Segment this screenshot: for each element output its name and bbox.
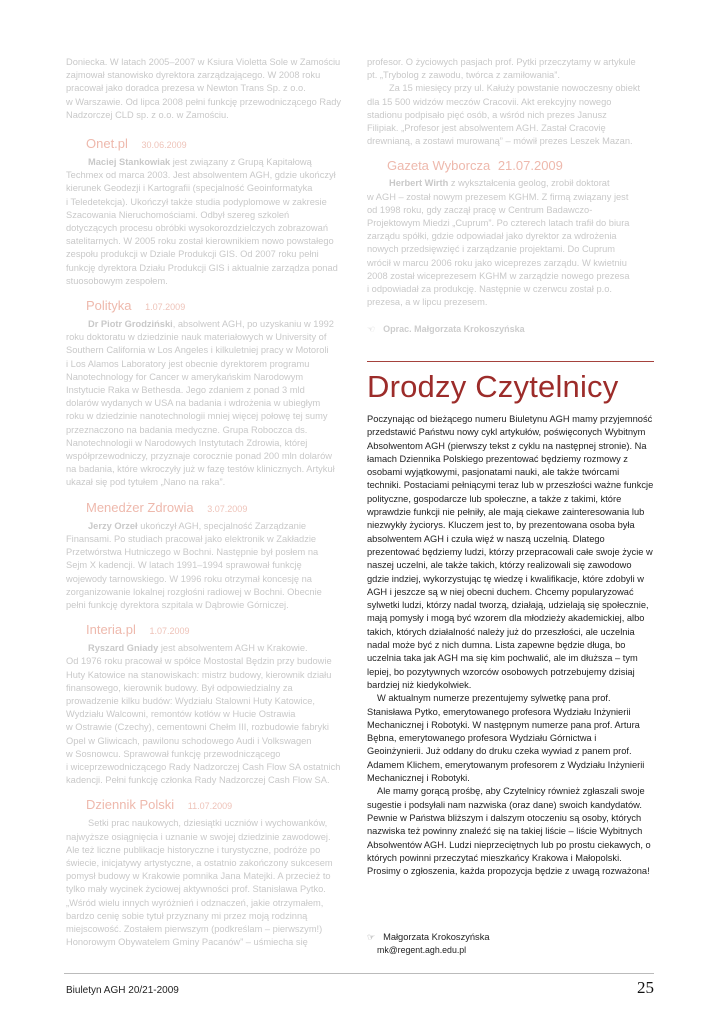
text-line: w Ostrawie (Czechy), cementowni Chełm III, rozbudowie fabryki	[66, 722, 329, 733]
text-line: miejscowość. Zostałem pierwszym (podkreślam – pierwszym!)	[66, 923, 323, 934]
text-line: , absolwent AGH, po uzyskaniu w 1992	[172, 319, 334, 330]
press-source-heading	[86, 622, 353, 639]
person-name: Ryszard Gniady	[88, 643, 159, 654]
text-line: dotyczących procesu obróbki wysokorozdzielczych zobrazowań	[66, 223, 328, 234]
text-line: tylko mały wycinek życiowej aktywności prof. Stanisława Pytko.	[66, 884, 326, 895]
text-line: satelitarnych. W 2005 roku został kierownikiem nowo powstałego	[66, 236, 334, 247]
text-line: Sejm X kadencji. W latach 1991–1994 sprawował funkcję	[66, 560, 302, 571]
press-source-heading	[86, 298, 353, 315]
text-line	[66, 642, 353, 655]
text-line: prezesa, a w lipcu prezesem.	[367, 297, 488, 308]
press-item-menedzer-zdrowia	[66, 500, 353, 612]
text-line: Setki prac naukowych, dziesiątki uczniów i wychowanków,	[88, 818, 328, 829]
footer-publication: Biuletyn AGH 20/21-2009	[66, 985, 179, 996]
text-line: Przetwórstwa Hutniczego w Bochni. Następnie był posłem na	[66, 547, 319, 558]
text-line: zajmował stanowisko dyrektora zarządzającego. W 2008 roku	[66, 70, 321, 81]
text-line: Southern California w Los Angeles i kilkuletniej pracy w Motoroli	[66, 345, 329, 356]
text-line: Szacowania Nieruchomościami. Odbył szereg szkoleń	[66, 209, 290, 220]
text-line: Nadzorczej CLD sp. z o.o. w Zamościu.	[66, 109, 229, 120]
press-source: Interia.pl	[86, 622, 136, 638]
person-name: Jerzy Orzeł	[88, 520, 138, 531]
article-body	[367, 413, 654, 878]
text-line: Opel w Gliwicach, pawilonu schodowego Audi i Volkswagen	[66, 735, 312, 746]
press-item-onet	[66, 136, 353, 288]
paragraph: W aktualnym numerze prezentujemy sylwetkę pana prof. Stanisława Pytko, emerytowanego profesora Wydziału Inżynierii Mechanicznej i Robotyki. W następnym numerze pana prof. Artura Bębna, emerytowanego profesora Wydziału Górnictwa i Geoinżynierii. Już oddany do druku czeka wywiad z panem prof. Adamem Klichem, emerytowanym profesorem z Wydziału Inżynierii Mechanicznej i Robotyki.	[367, 693, 645, 784]
text-line: bardzo cenię sobie tytuł przyznany mi przez moją rodzinną	[66, 910, 308, 921]
paragraph: Ale mamy gorącą prośbę, aby Czytelnicy również zgłaszali swoje sugestie i podsyłali nam nazwiska (oraz dane) swoich kandydatów. Pewnie w Państwa bliższym i dalszym otoczeniu są osoby, których nazwiska też powinny znaleźć się na takiej liście – liście Wybitnych Absolwentów AGH. Ludzi nieprzeciętnych lub po prostu ciekawych, o których powinni przeczytać mieszkańcy Krakowa i Małopolski. Prosimy o zgłoszenia, każda propozycja będzie z uwagą rozważona!	[367, 786, 651, 877]
press-source: Gazeta Wyborcza	[387, 158, 491, 174]
signature-email: mk@regent.agh.edu.pl	[377, 945, 467, 955]
press-date: 1.07.2009	[149, 626, 190, 637]
text-line: prowadzenie kilku budów: Wydziału Stalowni Huty Katowice,	[66, 695, 315, 706]
press-date: 1.07.2009	[145, 302, 186, 313]
text-line: pracował jako doradca prezesa w Newton Trans Sp. z o.o.	[66, 83, 306, 94]
text-line: Wydziału Walcowni, remontów kotłów w Hucie Ostrawia	[66, 709, 296, 720]
text-line: na badania, które wkroczyły już w fazę testów klinicznych. Artykuł	[66, 464, 335, 475]
person-name: Herbert Wirth	[389, 178, 449, 189]
press-date: 30.06.2009	[141, 140, 187, 151]
text-line: Finansami. Po studiach pracował jako elektronik w Zakładzie	[66, 533, 317, 544]
text-line: Huty Katowice na stanowiskach: mistrz budowy, kierownik działu	[66, 669, 332, 680]
text-line: Nanotechnology for Cancer w amerykańskim Narodowym	[66, 371, 304, 382]
text-line: Doniecka. W latach 2005–2007 w Ksiura Violetta Sole w Zamościu	[66, 57, 341, 67]
text-line: Od 1976 roku pracował w spółce Mostostal Będzin przy budowie	[66, 656, 332, 667]
text-line: wojewody tarnowskiego. W 1996 roku otrzymał koncesję na	[66, 573, 312, 584]
text-line	[367, 177, 654, 190]
press-item-polityka	[66, 298, 353, 490]
text-line: z wykształcenia geolog, zrobił doktorat	[448, 178, 610, 189]
hand-pointer-icon: ☞	[367, 932, 376, 942]
press-source-heading	[86, 500, 353, 517]
left-intro	[66, 56, 353, 122]
text-line: stadionu podpisało pięć osób, a wśród nich prezes Janusz	[367, 109, 607, 120]
text-line: w AGH – został nowym prezesem KGHM. Z firmą związany jest	[367, 191, 629, 202]
text-line: stuosobowym zespołem.	[66, 275, 168, 286]
text-line: Nanotechnologii w Narodowych Instytutach Zdrowia, której	[66, 437, 308, 448]
right-column-top	[367, 56, 654, 337]
press-source: Onet.pl	[86, 136, 128, 152]
signature-name-line	[367, 931, 654, 944]
text-line: pełni funkcję dyrektora szpitala w Dąbrowie Górniczej.	[66, 599, 289, 610]
text-line: funkcję dyrektora Działu Produkcji GIS i aktualnie zarządza ponad	[66, 262, 338, 273]
text-line: świecie, inicjatywy artystyczne, a ostatnio zakończony sukcesem	[66, 857, 333, 868]
press-item-interia	[66, 622, 353, 787]
signature-name: Małgorzata Krokoszyńska	[383, 932, 490, 942]
text-line: 2008 został wiceprezesem KGHM w zarządzie nowego prezesa	[367, 270, 630, 281]
text-line: dolarów wydanych w USA na badania i wdrożenia w ubiegłym	[66, 398, 321, 409]
text-line: kierunek Geodezji i Kartografii (specjalność Geoinformatyka	[66, 183, 313, 194]
compiled-by-text: Oprac. Małgorzata Krokoszyńska	[383, 324, 525, 335]
signature	[367, 931, 654, 957]
text-line: nowych przedsięwzięć i zarządzanie projektami. Do Cuprum	[367, 244, 616, 255]
press-date: 3.07.2009	[207, 503, 248, 514]
person-name: Maciej Stankowiak	[88, 157, 171, 168]
press-source: Dziennik Polski	[86, 797, 175, 813]
text-line: „Wśród wielu innych wyróżnień i odznaczeń, jakie otrzymałem,	[66, 897, 324, 908]
text-line: Ale też liczne publikacje historyczne i turystyczne, podróże po	[66, 844, 321, 855]
title-rule	[367, 361, 654, 362]
text-line: dla 15 500 widzów meczów Cracovii. Akt erekcyjny nowego	[367, 96, 612, 107]
text-line: od 1998 roku, gdy zaczął pracę w Centrum Badawczo-	[367, 204, 593, 215]
press-item-gazeta-wyborcza	[367, 158, 654, 309]
text-line: drewnianą, a zostawi murowaną” – mówił prezes Leszek Mazan.	[367, 136, 633, 147]
text-line: i wiceprzewodniczącego Rady Nadzorczej Cash Flow SA ostatnich	[66, 761, 341, 772]
footer-rule	[64, 973, 654, 974]
text-line: współprzewodniczy, przyznaje corocznie ponad 200 mln dolarów	[66, 451, 332, 462]
compiled-by	[367, 323, 654, 336]
press-source-heading	[387, 158, 654, 174]
hand-pointer-icon: ☜	[367, 324, 376, 335]
left-column	[66, 56, 353, 949]
text-line: jest związany z Grupą Kapitałową	[170, 157, 312, 168]
text-line: ukazał się pod tytułem „Nano na raka”.	[66, 477, 226, 488]
text-line: Filipiak. „Profesor jest absolwentem AGH. Zastał Cracovię	[367, 123, 606, 134]
text-line: zarządu spółki, gdzie odpowiadał jako dyrektor za wdrożenia	[367, 231, 617, 242]
text-line: i odpowiadał za produkcję. Następnie w czerwcu został p.o.	[367, 284, 612, 295]
press-item-dziennik-polski	[66, 797, 353, 949]
text-line: finansowego, kierownik budowy. Był odpowiedzialny za	[66, 682, 293, 693]
press-source: Menedżer Zdrowia	[86, 499, 194, 515]
press-source-heading	[86, 797, 353, 814]
text-line	[66, 318, 353, 331]
text-line: ukończył AGH, specjalność Zarządzanie	[137, 520, 307, 531]
page-number: 25	[637, 978, 654, 997]
text-line: pomysł budowy w Krakowie pomnika Jana Matejki. A przecież to	[66, 871, 331, 882]
text-line: wrócił w marcu 2006 roku jako wiceprezes zarządu. W kwietniu	[367, 257, 627, 268]
text-line: Techmex od marca 2003. Jest absolwentem AGH, gdzie ukończył	[66, 170, 336, 181]
text-line: Projektowym Miedzi „Cuprum”. Po czterech latach trafił do biura	[367, 218, 630, 229]
paragraph: Poczynając od bieżącego numeru Biuletynu AGH mamy przyjemność przedstawić Państwu nowy cykl artykułów, poświęconych Wybitnym Absolwentom AGH (pierwszy tekst z cyklu na następnej stronie). Na łamach Dziennika Polskiego prezentować będziemy rozmowy z osobami wyjątkowymi, pasjonatami nauki, ale także twórcami techniki. Postaciami pełniącymi teraz lub w przeszłości ważne funkcje polityczne, gospodarcze lub społeczne, a także z takimi, które wprawdzie funkcji nie pełniły, ale mają ciekawe zainteresowania lub niezwykły życiorys. Kluczem jest to, by prezentowana osoba była absolwentem AGH i czuła więź w naszą uczelnią. Dlatego prezentować będziemy ludzi, którzy przepracowali całe swoje życie w naszej uczelni, ale także takich, którzy realizowali się zawodowo gdzie indziej, wykorzystując tę wiedzę i kwalifikacje, które zdobyli w AGH i jeszcze są w niej obecni duchem. Chcemy popularyzować sylwetki ludzi, którzy nadal tworzą, działają, udzielają się społecznie, mają pomysły i mogą być wzorem dla młodzieży akademickiej, albo takich, których działalność należy już do przeszłości, ale uczelnia nadal może być z nich dumna. Lista zapewne będzie długa, bo uczelnia taka jak AGH ma się kim pochwalić, ale im dłuższa – tym lepiej, bo pozytywnych wzorców osobowych potrzebujemy dzisiaj bardziej niż kiedykolwiek.	[367, 414, 654, 690]
text-line: kadencji. Pełni funkcję członka Rady Nadzorczej Cash Flow SA.	[66, 775, 330, 786]
text-line: roku doktoratu w dziedzinie nauk materiałowych w University of	[66, 332, 327, 343]
text-line	[66, 520, 353, 533]
press-date: 11.07.2009	[187, 801, 233, 812]
person-name: Dr Piotr Grodziński	[88, 319, 173, 330]
text-line: w Sosnowcu. Sprawował funkcję przewodniczącego	[66, 748, 281, 759]
text-line: Instytucie Raka w Bethesda. Jego zdaniem z ponad 3 mld	[66, 385, 305, 396]
text-line: i Teledetekcja). Ukończył także studia podyplomowe w zakresie	[66, 196, 327, 207]
text-line: Za 15 miesięcy przy ul. Kałuży powstanie nowoczesny obiekt	[389, 83, 641, 94]
press-source-heading	[86, 136, 353, 153]
text-line: profesor. O życiowych pasjach prof. Pytki przeczytamy w artykule	[367, 57, 636, 67]
press-date: 21.07.2009	[497, 158, 563, 174]
text-line: Honorowym Obywatelem Gminy Pacanów” – uśmiecha się	[66, 937, 308, 948]
text-line: jest absolwentem AGH w Krakowie.	[158, 643, 308, 654]
text-line: zespołu produkcji w Dziale Produkcji GIS. Od 2007 roku pełni	[66, 249, 319, 260]
text-line: zorganizowanie lokalnej rozgłośni radiowej w Bochni. Obecnie	[66, 586, 322, 597]
page-title: Drodzy Czytelnicy	[367, 369, 619, 404]
text-line: w Warszawie. Od lipca 2008 pełni funkcję przewodniczącego Rady	[66, 96, 342, 107]
text-line: przeznaczono na badania medyczne. Grupa Roboczca ds.	[66, 424, 308, 435]
press-source: Polityka	[86, 298, 132, 314]
text-line: roku w dziedzinie nanotechnologii mniej więcej połowę tej sumy	[66, 411, 328, 422]
text-line	[66, 156, 353, 169]
text-line: najwyższe osiągnięcia i uznanie w swojej dziedzinie zawodowej.	[66, 831, 331, 842]
text-line: pt. „Trybolog z zawodu, twórca z zamiłowania”.	[367, 70, 560, 81]
text-line: i Los Alamos Laboratory jest obecnie dyrektorem programu	[66, 358, 310, 369]
